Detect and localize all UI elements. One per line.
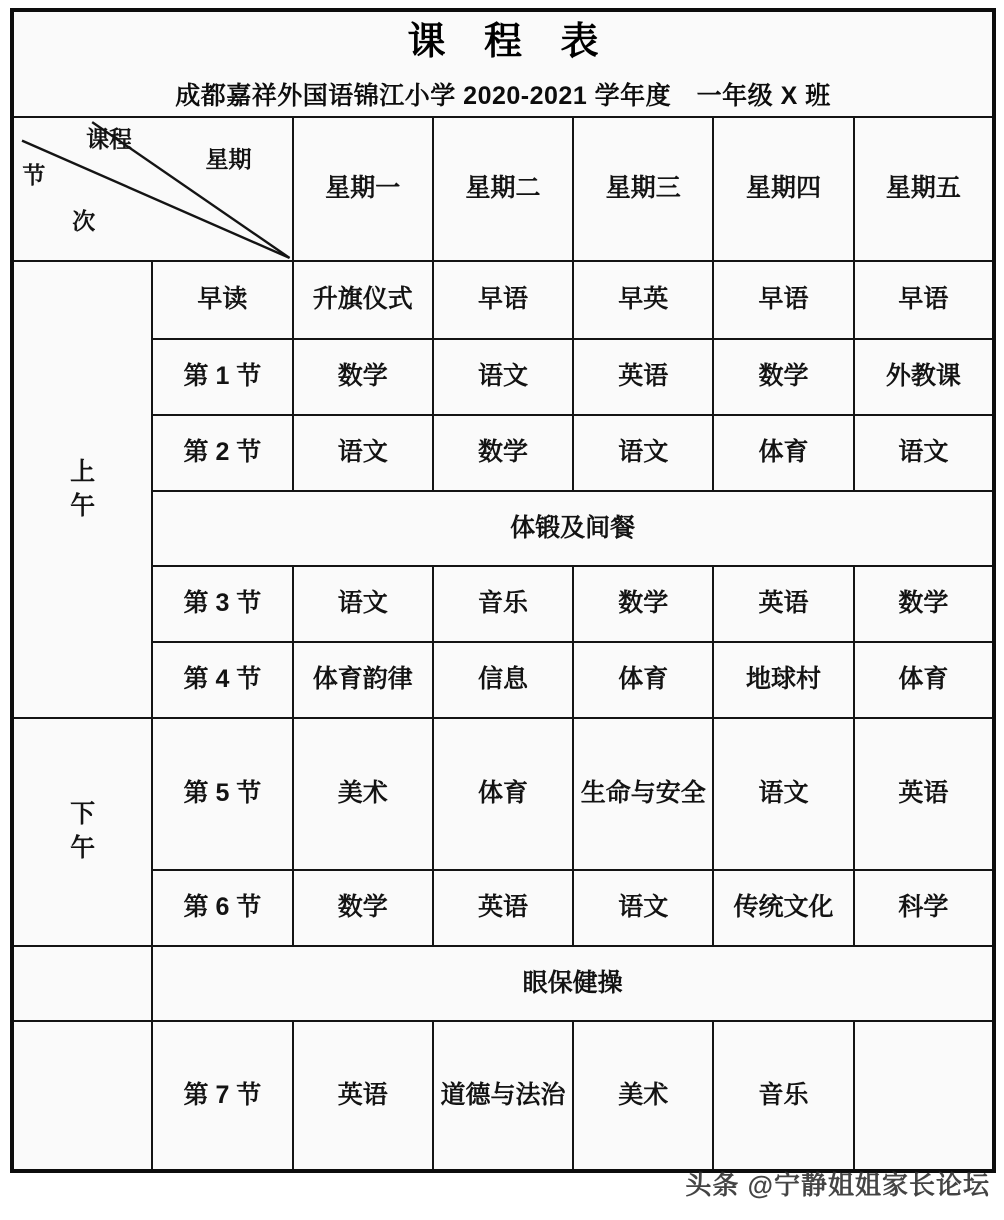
table-cell: 语文 [293, 415, 433, 491]
table-cell: 体育 [433, 718, 573, 870]
table-row-period-4 [12, 642, 994, 718]
session-label-morning-char2: 午 [70, 491, 96, 520]
session-label-afternoon [12, 718, 152, 946]
table-cell: 科学 [854, 870, 994, 946]
table-row-exercise-snack [12, 491, 994, 566]
column-header-wednesday: 星期三 [573, 117, 713, 261]
table-cell: 外教课 [854, 339, 994, 415]
table-cell: 地球村 [713, 642, 853, 718]
title-row [12, 10, 994, 117]
table-cell: 体育 [713, 415, 853, 491]
session-label-afternoon-char2: 午 [70, 834, 96, 862]
watermark: 头条 @宁静姐姐家长论坛 [685, 1170, 990, 1200]
session-label-morning-char1: 上 [70, 457, 96, 486]
period-label: 第 4 节 [152, 642, 292, 718]
table-cell: 早英 [573, 261, 713, 339]
table-cell: 信息 [433, 642, 573, 718]
table-cell: 英语 [713, 566, 853, 642]
table-cell: 体育韵律 [293, 642, 433, 718]
table-cell [854, 1021, 994, 1171]
corner-label-period-second: 次 [72, 208, 96, 234]
table-cell: 数学 [293, 870, 433, 946]
table-cell: 传统文化 [713, 870, 853, 946]
period-label: 第 2 节 [152, 415, 292, 491]
table-cell: 道德与法治 [433, 1021, 573, 1171]
table-cell: 体育 [573, 642, 713, 718]
break-label-eye-exercise: 眼保健操 [152, 946, 994, 1021]
table-cell: 早语 [433, 261, 573, 339]
table-cell: 英语 [293, 1021, 433, 1171]
table-cell: 早语 [713, 261, 853, 339]
table-cell: 生命与安全 [573, 718, 713, 870]
table-cell: 早语 [854, 261, 994, 339]
table-cell: 升旗仪式 [293, 261, 433, 339]
table-cell: 数学 [854, 566, 994, 642]
column-header-friday: 星期五 [854, 117, 994, 261]
column-header-thursday: 星期四 [713, 117, 853, 261]
table-row-period-7 [12, 1021, 994, 1171]
table-row-period-2 [12, 415, 994, 491]
table-cell: 数学 [433, 415, 573, 491]
table-cell: 音乐 [433, 566, 573, 642]
page-title: 课 程 表 [407, 21, 613, 63]
table-cell: 语文 [573, 415, 713, 491]
table-cell: 体育 [854, 642, 994, 718]
table-cell: 语文 [713, 718, 853, 870]
title-block [12, 10, 994, 117]
corner-label-period-first: 节 [22, 162, 46, 188]
table-row-period-6 [12, 870, 994, 946]
table-row-period-1 [12, 339, 994, 415]
break-label-exercise-snack: 体锻及间餐 [152, 491, 994, 566]
table-cell: 音乐 [713, 1021, 853, 1171]
period-label: 第 1 节 [152, 339, 292, 415]
session-label-spacer-bottom [12, 1021, 152, 1171]
corner-label-weekday: 星期 [205, 146, 252, 172]
period-label: 早读 [152, 261, 292, 339]
table-cell: 美术 [573, 1021, 713, 1171]
page-subtitle: 成都嘉祥外国语锦江小学 2020-2021 学年度 一年级 X 班 [175, 82, 831, 110]
period-label: 第 3 节 [152, 566, 292, 642]
table-cell: 语文 [573, 870, 713, 946]
header-row [12, 117, 994, 261]
table-cell: 语文 [433, 339, 573, 415]
session-label-afternoon-char1: 下 [70, 800, 96, 829]
session-label-morning [12, 261, 152, 718]
table-cell: 语文 [293, 566, 433, 642]
table-row-eye-exercise [12, 946, 994, 1021]
column-header-monday: 星期一 [293, 117, 433, 261]
period-label: 第 7 节 [152, 1021, 292, 1171]
period-label: 第 5 节 [152, 718, 292, 870]
table-row-period-3 [12, 566, 994, 642]
table-cell: 英语 [433, 870, 573, 946]
table-row-period-5 [12, 718, 994, 870]
table-cell: 数学 [573, 566, 713, 642]
column-header-tuesday: 星期二 [433, 117, 573, 261]
table-cell: 英语 [573, 339, 713, 415]
table-cell: 数学 [293, 339, 433, 415]
corner-label-course: 课程 [86, 126, 133, 152]
table-cell: 英语 [854, 718, 994, 870]
period-label: 第 6 节 [152, 870, 292, 946]
corner-diagonal-lines-icon [14, 118, 292, 260]
table-row-morning-reading [12, 261, 994, 339]
session-label-spacer [12, 946, 152, 1021]
class-schedule-table [10, 8, 996, 1173]
table-cell: 美术 [293, 718, 433, 870]
table-cell: 数学 [713, 339, 853, 415]
table-cell: 语文 [854, 415, 994, 491]
corner-header-cell [12, 117, 293, 261]
